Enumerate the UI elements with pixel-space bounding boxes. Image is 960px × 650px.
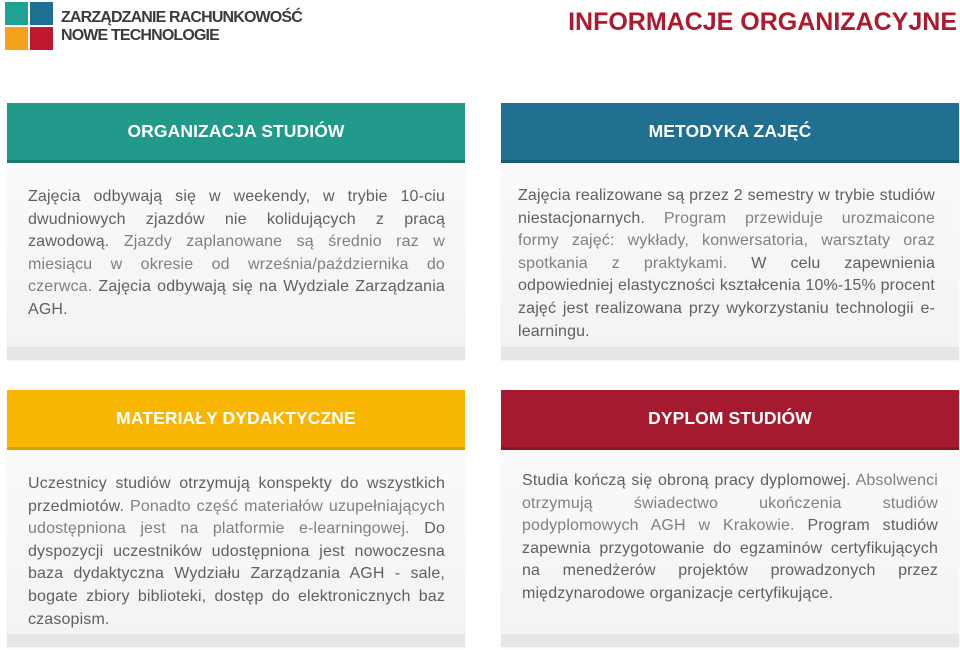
logo-square-red	[30, 27, 53, 50]
card-sentence: Zajęcia odbywają się w weekendy, w trybie 10-ciu dwudniowych zjazdów nie kolidujących z pracą zawodową.	[28, 188, 445, 251]
card-text	[522, 470, 938, 606]
card-sentence: Do dyspozycji uczestników udostępniona jest nowoczesna baza dydaktyczna Wydziału Zarządzania AGH - sale, bogate zbiory biblioteki, dostęp do elektronicznych baz czasopism.	[28, 520, 445, 628]
card-title: DYPLOM STUDIÓW	[648, 408, 812, 428]
card-sentence: Program studiów zapewnia przygotowanie do egzaminów certyfikujących na menedżerów projektów prowadzonych przez międzynarodowe organizacje certyfikujące.	[522, 517, 938, 602]
logo-text-line2: NOWE TECHNOLOGIE	[61, 27, 219, 44]
info-card-methodology	[501, 103, 959, 360]
card-body	[7, 163, 465, 347]
card-sentence: Zajęcia realizowane są przez 2 semestry w trybie studiów niestacjonarnych.	[518, 187, 935, 227]
card-footer-band	[7, 634, 465, 647]
card-sentence: Absolwenci otrzymują świadectwo ukończenia studiów podyplomowych AGH w Krakowie.	[522, 472, 938, 535]
card-footer-band	[7, 347, 465, 360]
page-title: INFORMACJE ORGANIZACYJNE	[568, 8, 957, 36]
card-title: MATERIAŁY DYDAKTYCZNE	[116, 408, 356, 428]
info-card-diploma	[501, 390, 959, 647]
logo-square-blue	[30, 2, 53, 25]
card-footer-band	[501, 347, 959, 360]
card-text	[28, 473, 445, 631]
card-body	[7, 450, 465, 634]
logo-square-teal	[5, 2, 28, 25]
card-sentence: Ponadto część materiałów uzupełniających udostępniona jest na platformie e-learningowej.	[28, 497, 445, 538]
logo-text-line1: ZARZĄDZANIE RACHUNKOWOŚĆ	[61, 9, 302, 26]
card-title: ORGANIZACJA STUDIÓW	[127, 121, 345, 141]
card-text	[518, 185, 935, 343]
card-header	[7, 390, 465, 450]
info-card-organization	[7, 103, 465, 360]
logo	[5, 2, 305, 50]
card-header	[501, 103, 959, 163]
logo-square-orange	[5, 27, 28, 50]
card-header	[501, 390, 959, 450]
card-sentence: Uczestnicy studiów otrzymują konspekty do wszystkich przedmiotów.	[28, 475, 445, 515]
card-header	[7, 103, 465, 163]
card-body	[501, 163, 959, 347]
card-body	[501, 450, 959, 634]
card-sentence: Zjazdy zaplanowane są średnio raz w miesiącu w okresie od września/października do czerwca.	[28, 233, 445, 296]
logo-text	[61, 9, 302, 45]
card-sentence: Program przewiduje urozmaicone formy zajęć: wykłady, konwersatoria, warsztaty oraz spotkania z praktykami.	[518, 209, 935, 272]
card-title: METODYKA ZAJĘĆ	[648, 121, 812, 141]
card-sentence: W celu zapewnienia odpowiedniej elastyczności kształcenia 10%-15% procent zajęć jest realizowana przy wykorzystaniu technologii e-learningu.	[518, 254, 935, 340]
card-sentence: Studia kończą się obroną pracy dyplomowej.	[522, 472, 851, 489]
card-footer-band	[501, 634, 959, 647]
logo-mark	[5, 2, 53, 50]
info-card-materials	[7, 390, 465, 647]
card-text	[28, 186, 445, 322]
card-sentence: Zajęcia odbywają się na Wydziale Zarządzania AGH.	[28, 278, 445, 318]
